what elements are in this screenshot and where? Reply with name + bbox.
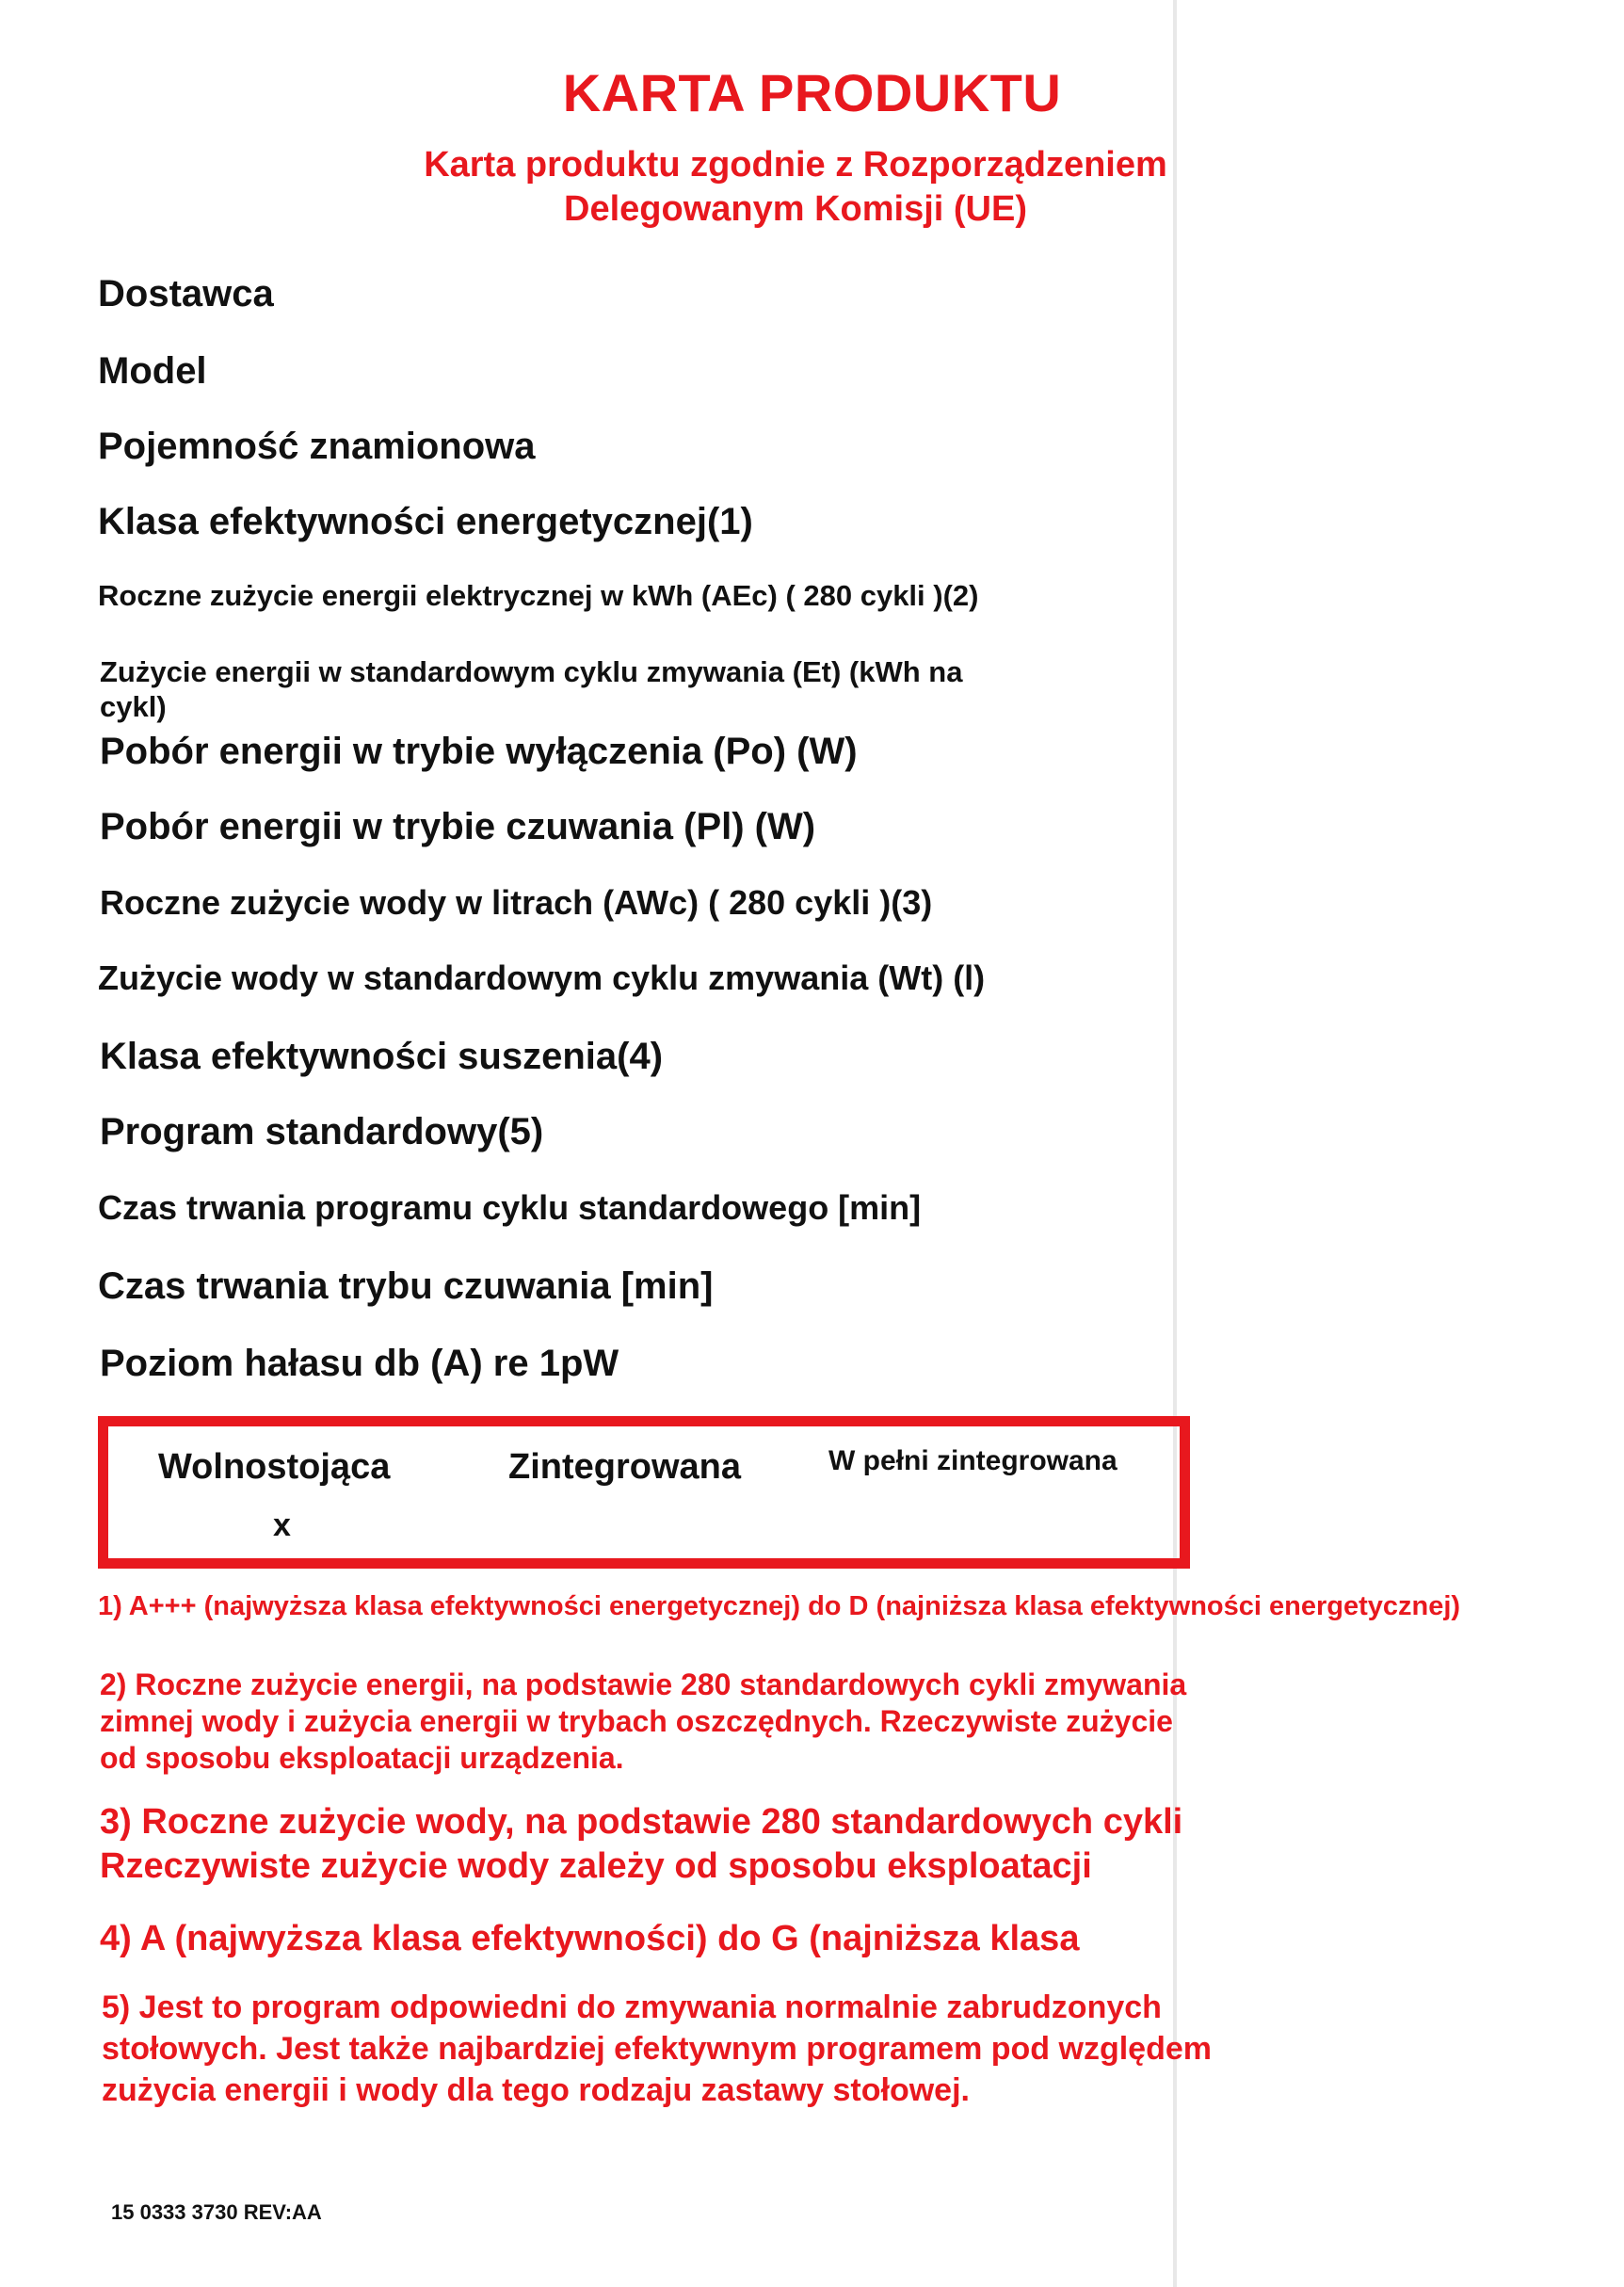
- subtitle-line-1: Karta produktu zgodnie z Rozporządzeniem: [424, 145, 1167, 185]
- field-noise-level: Poziom hałasu db (A) re 1pW: [100, 1343, 619, 1384]
- field-left-on-power: Pobór energii w trybie czuwania (Pl) (W): [100, 806, 816, 847]
- page-edge: [1173, 0, 1177, 2287]
- option-freestanding: Wolnostojąca: [158, 1447, 391, 1487]
- footnote-1: 1) A+++ (najwyższa klasa efektywności energetycznej) do D (najniższa klasa efektywności energetycznej): [98, 1591, 1461, 1621]
- footnote-2-line-2: zimnej wody i zużycia energii w trybach oszczędnych. Rzeczywiste zużycie: [100, 1704, 1173, 1738]
- page-subtitle: [0, 143, 1591, 232]
- footnote-5: [102, 1987, 1212, 2111]
- footnote-3: [100, 1800, 1182, 1889]
- installation-type-box: [98, 1416, 1190, 1569]
- field-supplier: Dostawca: [98, 273, 274, 314]
- footnote-5-line-1: 5) Jest to program odpowiedni do zmywania normalnie zabrudzonych: [102, 1989, 1162, 2025]
- field-rated-capacity: Pojemność znamionowa: [98, 426, 536, 467]
- footnote-2: [100, 1667, 1186, 1777]
- option-fully-integrated: W pełni zintegrowana: [828, 1445, 1118, 1476]
- field-off-mode-power: Pobór energii w trybie wyłączenia (Po) (W): [100, 731, 858, 772]
- option-built-in: Zintegrowana: [508, 1447, 742, 1487]
- document-reference: 15 0333 3730 REV:AA: [111, 2200, 322, 2224]
- subtitle-line-2: Delegowanym Komisji (UE): [564, 189, 1027, 229]
- footnote-2-line-1: 2) Roczne zużycie energii, na podstawie 280 standardowych cykli zmywania: [100, 1667, 1187, 1701]
- field-model: Model: [98, 350, 207, 392]
- field-energy-class: Klasa efektywności energetycznej(1): [98, 501, 753, 542]
- footnote-3-line-2: Rzeczywiste zużycie wody zależy od sposobu eksploatacji: [100, 1846, 1092, 1886]
- field-cycle-water: Zużycie wody w standardowym cyklu zmywania (Wt) (l): [98, 958, 986, 997]
- field-standard-program: Program standardowy(5): [100, 1111, 544, 1152]
- field-left-on-duration: Czas trwania trybu czuwania [min]: [98, 1265, 714, 1307]
- field-annual-water: Roczne zużycie wody w litrach (AWc) ( 280 cykli )(3): [100, 883, 933, 922]
- footnote-5-line-2: stołowych. Jest także najbardziej efektywnym programem pod względem: [102, 2031, 1212, 2067]
- footnote-2-line-3: od sposobu eksploatacji urządzenia.: [100, 1741, 624, 1775]
- field-cycle-energy: Zużycie energii w standardowym cyklu zmywania (Et) (kWh na cykl): [100, 655, 963, 723]
- selected-mark: x: [273, 1507, 291, 1543]
- footnote-3-line-1: 3) Roczne zużycie wody, na podstawie 280 standardowych cykli: [100, 1802, 1183, 1842]
- field-annual-energy: Roczne zużycie energii elektrycznej w kWh (AEc) ( 280 cykli )(2): [98, 579, 979, 612]
- field-drying-class: Klasa efektywności suszenia(4): [100, 1036, 664, 1077]
- footnote-4: 4) A (najwyższa klasa efektywności) do G (najniższa klasa: [100, 1919, 1080, 1958]
- footnote-5-line-3: zużycia energii i wody dla tego rodzaju zastawy stołowej.: [102, 2072, 970, 2108]
- field-program-duration: Czas trwania programu cyklu standardowego [min]: [98, 1188, 922, 1227]
- page-title: KARTA PRODUKTU: [562, 63, 1062, 122]
